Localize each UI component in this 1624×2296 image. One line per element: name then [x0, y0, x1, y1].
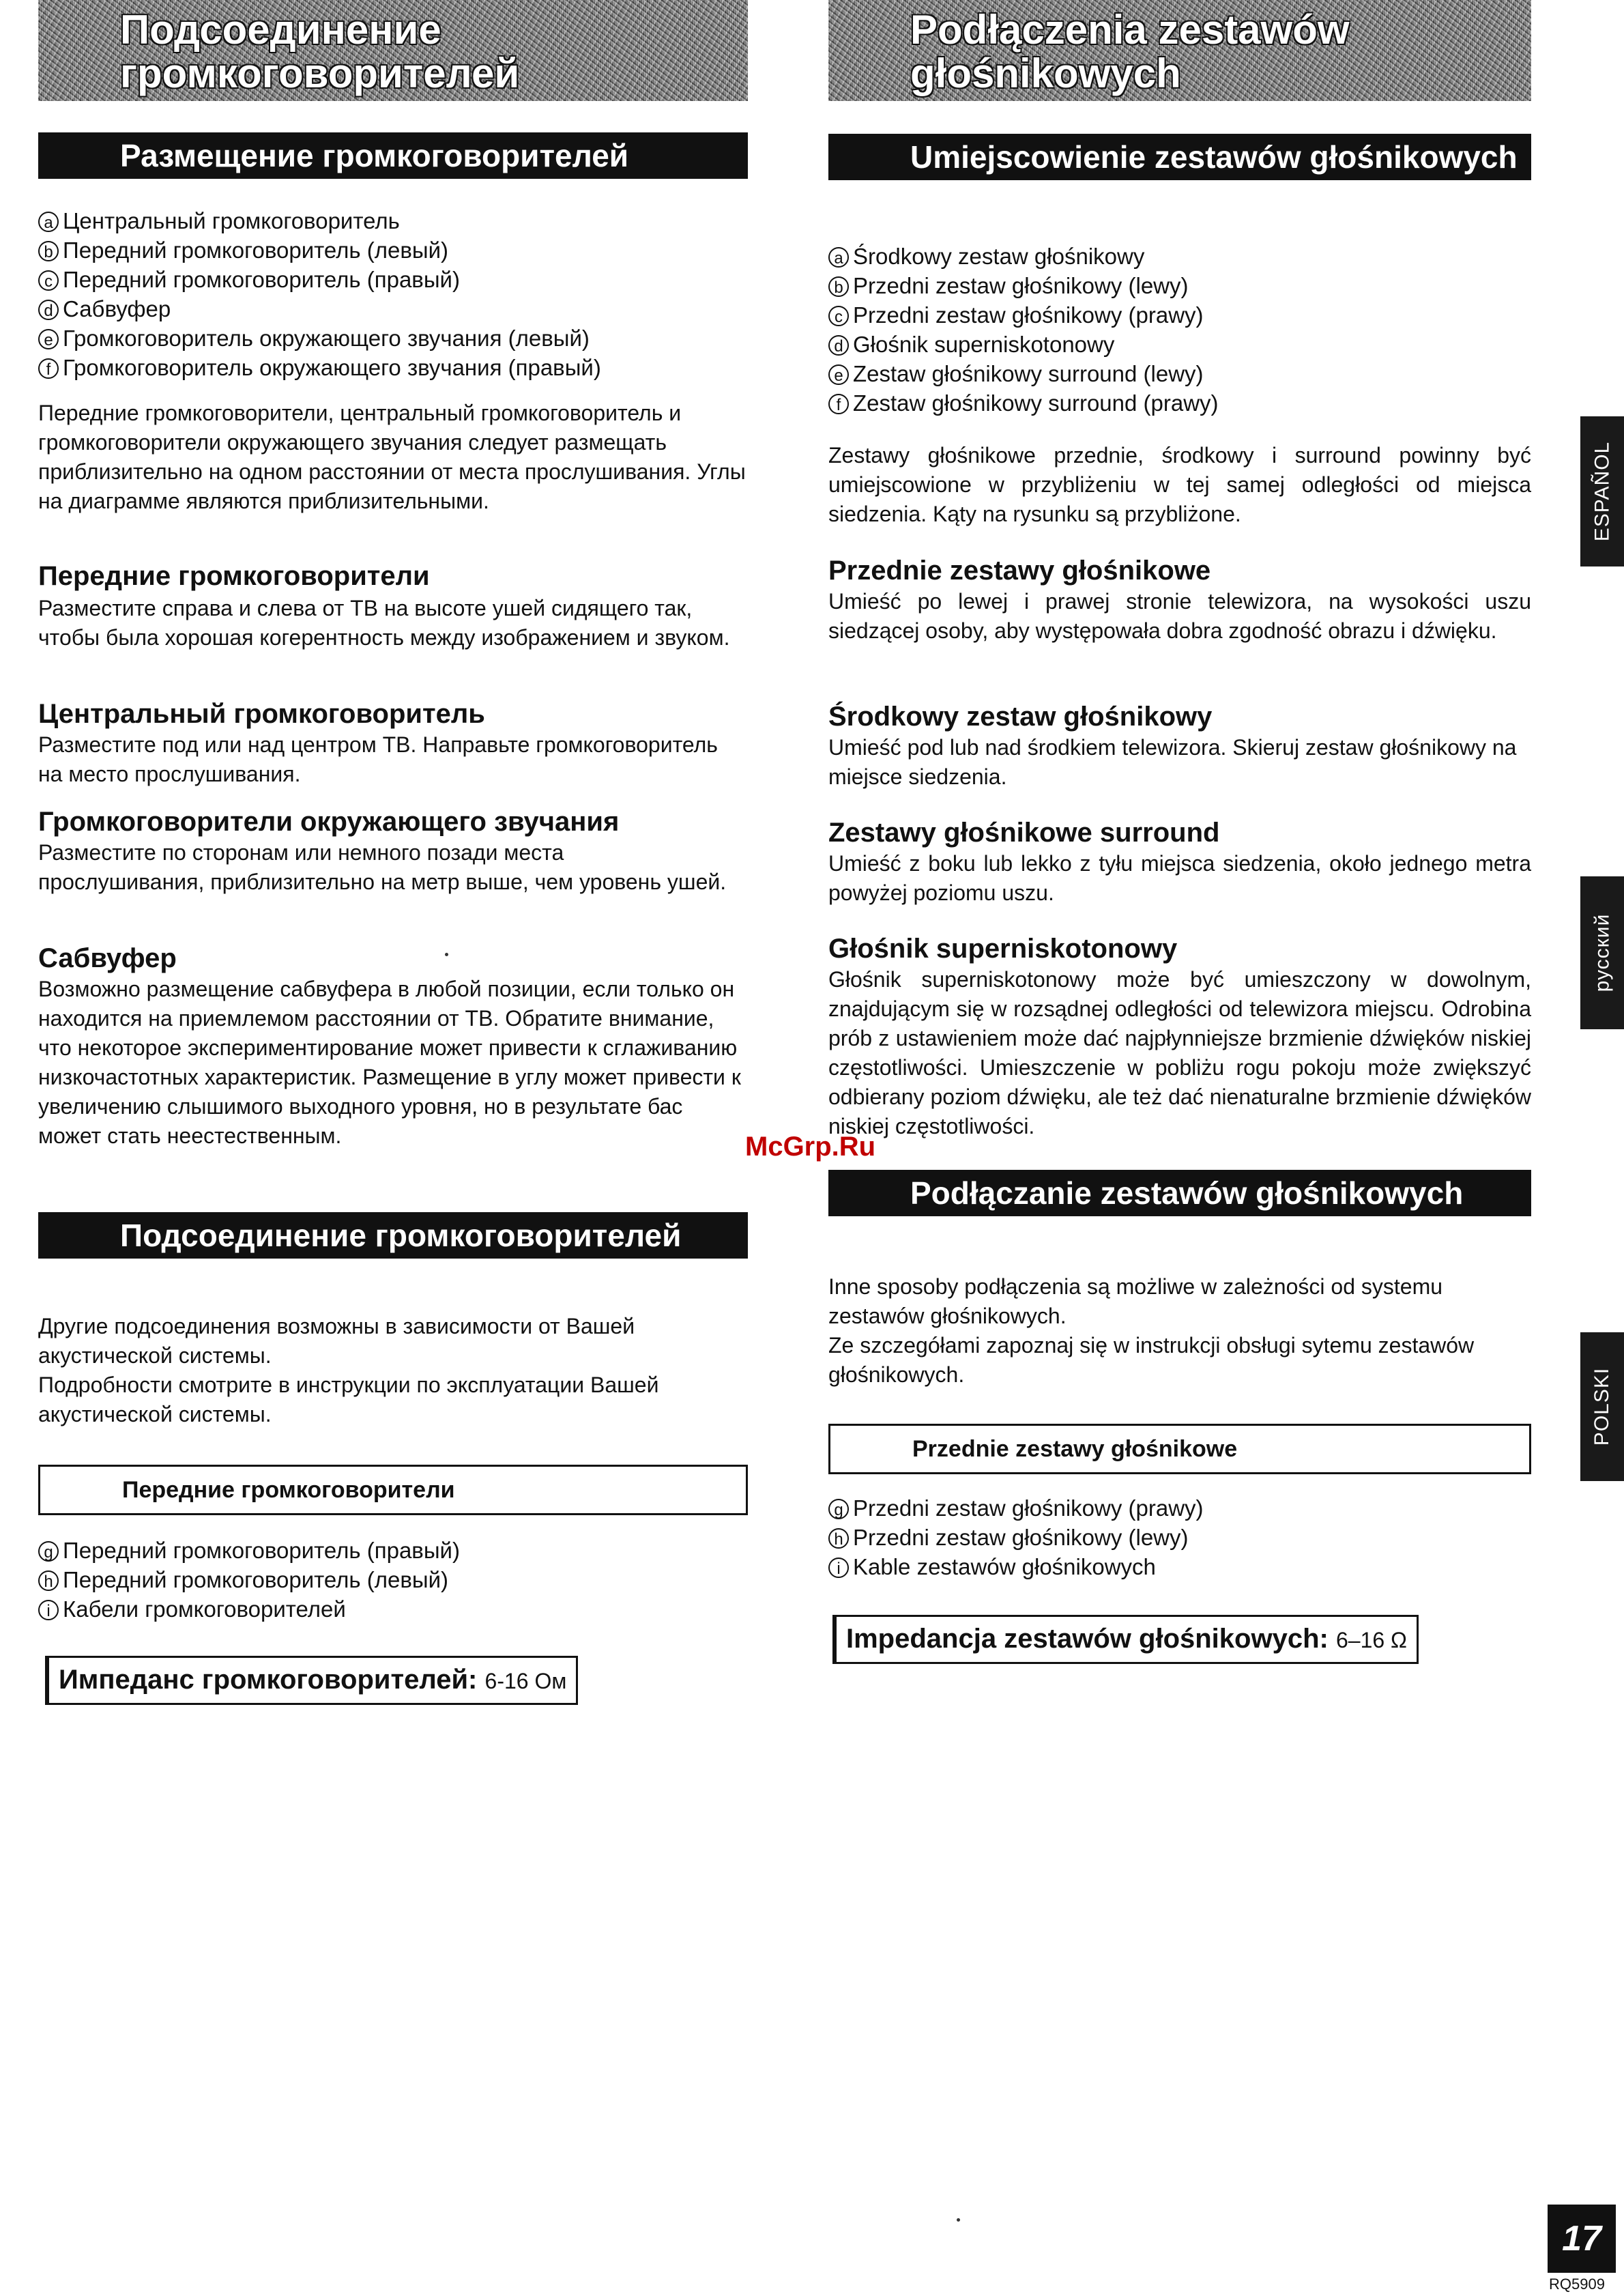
list-item: b Przedni zestaw głośnikowy (lewy) [828, 271, 1531, 300]
list-item: e Громкоговоритель окружающего звучания (левый) [38, 324, 748, 353]
ru-placement-list [38, 206, 748, 382]
ru-front-title: Передние громкоговорители [38, 561, 430, 591]
circled-letter-icon: i [828, 1558, 849, 1578]
list-item: g Передний громкоговоритель (правый) [38, 1536, 748, 1565]
pl-placement-intro: Zestawy głośnikowe przednie, środkowy i surround powinny być umiejscowione w przybliżeniu w tej samej odległości od miejsca siedzenia. Kąty na rysunku są przybliżone. [828, 443, 1531, 526]
pl-header-banner [828, 0, 1531, 101]
ru-center-text: Разместите под или над центром ТВ. Направьте громкоговоритель на место прослушивания. [38, 732, 718, 786]
pl-surround-title: Zestawy głośnikowe surround [828, 818, 1220, 848]
pl-impedance-label: Impedancja zestawów głośnikowych: [846, 1624, 1329, 1654]
ru-header-title: Подсоединение громкоговорителей [120, 7, 520, 96]
circled-letter-icon: e [38, 329, 59, 349]
ru-center-title: Центральный громкоговоритель [38, 699, 485, 729]
list-item: b Передний громкоговоритель (левый) [38, 235, 748, 265]
list-item: e Zestaw głośnikowy surround (lewy) [828, 359, 1531, 388]
list-item: f Zestaw głośnikowy surround (prawy) [828, 388, 1531, 418]
circled-letter-icon: b [828, 276, 849, 297]
list-item: c Przedni zestaw głośnikowy (prawy) [828, 300, 1531, 330]
pl-center-text: Umieść pod lub nad środkiem telewizora. Skieruj zestaw głośnikowy na miejsce siedzenia. [828, 735, 1517, 789]
list-item: h Передний громкоговоритель (левый) [38, 1565, 748, 1594]
circled-letter-icon: c [38, 270, 59, 291]
pl-center-title: Środkowy zestaw głośnikowy [828, 702, 1213, 732]
pl-front-box-title: Przednie zestawy głośnikowe [828, 1424, 1531, 1474]
list-item: a Центральный громкоговоритель [38, 206, 748, 235]
list-item: a Środkowy zestaw głośnikowy [828, 242, 1531, 271]
circled-letter-icon: g [38, 1541, 59, 1562]
doc-code: RQ5909 [1549, 2276, 1605, 2293]
circled-letter-icon: b [38, 241, 59, 261]
list-item: f Громкоговоритель окружающего звучания (правый) [38, 353, 748, 382]
list-item: g Przedni zestaw głośnikowy (prawy) [828, 1493, 1531, 1523]
list-item: d Сабвуфер [38, 294, 748, 324]
ru-surround-text: Разместите по сторонам или немного позади места прослушивания, приблизительно на метр выше, чем уровень ушей. [38, 840, 727, 894]
pl-connection-list [828, 1493, 1531, 1581]
watermark: McGrp.Ru [745, 1132, 876, 1162]
ru-placement-intro: Передние громкоговорители, центральный громкоговоритель и громкоговорители окружающего звучания следует размещать приблизительно на одном расстоянии от места прослушивания. Углы на диаграмме являются приблизительными. [38, 401, 746, 513]
ru-surround-title: Громкоговорители окружающего звучания [38, 807, 620, 837]
pl-front-text: Umieść po lewej i prawej stronie telewizora, na wysokości uszu siedzącej osoby, aby występowała dobra zgodność obrazu i dźwięku. [828, 589, 1531, 643]
pl-impedance-box [832, 1615, 1419, 1664]
list-item: i Кабели громкоговорителей [38, 1594, 748, 1624]
circled-letter-icon: i [38, 1600, 59, 1620]
pl-impedance-value: 6–16 Ω [1335, 1628, 1407, 1652]
speck [445, 953, 448, 956]
list-item: d Głośnik superniskotonowy [828, 330, 1531, 359]
pl-surround-text: Umieść z boku lub lekko z tyłu miejsca siedzenia, około jednego metra powyżej poziomu uszu. [828, 851, 1531, 905]
ru-placement-title: Размещение громкоговорителей [38, 132, 748, 179]
list-item: i Kable zestawów głośnikowych [828, 1552, 1531, 1581]
circled-letter-icon: f [828, 394, 849, 414]
pl-placement-title: Umiejscowienie zestawów głośnikowych [828, 134, 1531, 180]
circled-letter-icon: d [38, 300, 59, 320]
circled-letter-icon: c [828, 306, 849, 326]
circled-letter-icon: h [38, 1570, 59, 1591]
circled-letter-icon: e [828, 364, 849, 385]
ru-impedance-label: Импеданс громкоговорителей: [59, 1665, 478, 1695]
ru-front-box-title: Передние громкоговорители [38, 1465, 748, 1515]
pl-connection-text2: Ze szczegółami zapoznaj się w instrukcji obsługi sytemu zestawów głośnikowych. [828, 1333, 1475, 1387]
pl-placement-list [828, 242, 1531, 418]
speck [957, 2218, 960, 2222]
side-tab-polski[interactable]: POLSKI [1580, 1332, 1624, 1481]
circled-letter-icon: d [828, 335, 849, 356]
circled-letter-icon: a [38, 212, 59, 232]
page-number: 17 [1548, 2205, 1616, 2273]
side-tab-russian[interactable]: русский [1580, 876, 1624, 1029]
ru-connection-text1: Другие подсоединения возможны в зависимости от Вашей акустической системы. [38, 1314, 635, 1368]
circled-letter-icon: a [828, 247, 849, 268]
circled-letter-icon: g [828, 1499, 849, 1519]
circled-letter-icon: h [828, 1528, 849, 1549]
list-item: h Przedni zestaw głośnikowy (lewy) [828, 1523, 1531, 1552]
ru-impedance-box [45, 1656, 578, 1705]
pl-connection-text1: Inne sposoby podłączenia są możliwe w zależności od systemu zestawów głośnikowych. [828, 1274, 1443, 1328]
pl-front-title: Przednie zestawy głośnikowe [828, 556, 1211, 586]
ru-impedance-value: 6-16 Ом [484, 1669, 567, 1693]
ru-header-banner [38, 0, 748, 101]
ru-connection-text2: Подробности смотрите в инструкции по эксплуатации Вашей акустической системы. [38, 1373, 659, 1426]
pl-header-title: Podłączenia zestawów głośnikowych [910, 7, 1350, 96]
side-tab-espanol[interactable]: ESPAÑOL [1580, 416, 1624, 566]
circled-letter-icon: f [38, 358, 59, 379]
ru-connection-title: Подсоединение громкоговорителей [38, 1212, 748, 1259]
ru-front-text: Разместите справа и слева от ТВ на высоте ушей сидящего так, чтобы была хорошая когерентность между изображением и звуком. [38, 596, 730, 650]
ru-sub-text: Возможно размещение сабвуфера в любой позиции, если только он находится на приемлемом расстоянии от ТВ. Обратите внимание, что некоторое экспериментирование может привести к сглаживанию низкочастотных характеристик. Размещение в углу может привести к увеличению слышимого выходного уровня, но в результате бас может стать неестественным. [38, 977, 741, 1148]
ru-connection-list [38, 1536, 748, 1624]
pl-connection-title: Podłączanie zestawów głośnikowych [828, 1170, 1531, 1216]
ru-sub-title: Сабвуфер [38, 943, 177, 973]
pl-sub-text: Głośnik superniskotonowy może być umieszczony w dowolnym, znajdującym się w rozsądnej odległości od telewizora miejscu. Odrobina prób z ustawieniem może dać najpłynniejsze brzmienie dźwięków niskiej częstotliwości. Umieszczenie w pobliżu rogu pokoju może zwiększyć odbierany poziom dźwięku, ale też dać nienaturalne brzmienie dźwięków niskiej częstotliwości. [828, 967, 1531, 1138]
list-item: c Передний громкоговоритель (правый) [38, 265, 748, 294]
pl-sub-title: Głośnik superniskotonowy [828, 934, 1178, 964]
